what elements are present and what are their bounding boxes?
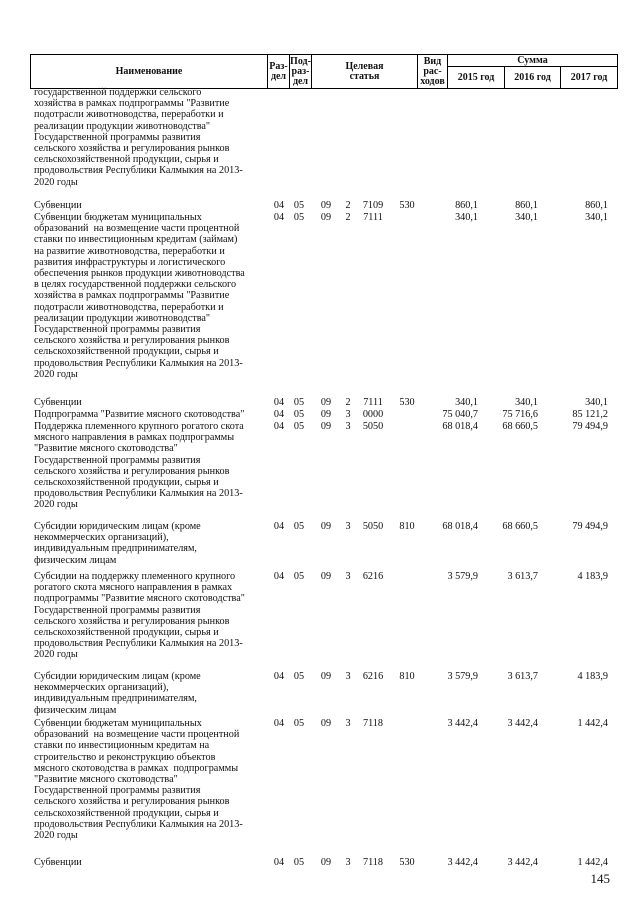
cell-target-1: 09 xyxy=(320,397,332,408)
header-razdel: Раз- дел xyxy=(268,55,290,89)
row-name: Субвенции xyxy=(34,397,82,408)
cell-sum-2015: 68 018,4 xyxy=(442,421,478,432)
cell-sum-2017: 79 494,9 xyxy=(572,521,608,532)
cell-sum-2015: 3 579,9 xyxy=(447,571,478,582)
header-vid-rashodov: Вид рас- ходов xyxy=(418,55,448,89)
cell-sum-2016: 3 442,4 xyxy=(507,718,538,729)
cell-podrazdel: 05 xyxy=(293,571,305,582)
cell-razdel: 04 xyxy=(273,212,285,223)
cell-target-3: 5050 xyxy=(362,421,384,432)
cell-podrazdel: 05 xyxy=(293,200,305,211)
row-name: Подпрограмма "Развитие мясного скотоводства" xyxy=(34,409,245,420)
cell-podrazdel: 05 xyxy=(293,212,305,223)
row-name: Субвенции бюджетам муниципальных образований на возмещение части процентной ставки по инвестиционным кредитам (займам) на развитие животноводства, переработки и развития инфраструктуры и логистического обеспечения рынков продукции животноводства в целях государственной поддержки сельского хозяйства в рамках подпрограммы "Развитие подотрасли животноводства, переработки и реализации продукции животноводства" Государственной программы развития сельского хозяйства и регулирования рынков сельскохозяйственной продукции, сырья и продовольствия Республики Калмыкия на 2013- 2020 годы xyxy=(34,212,245,380)
row-name: Субсидии юридическим лицам (кроме некоммерческих организаций), индивидуальным предпринимателям, физическим лицам xyxy=(34,671,201,716)
cell-sum-2017: 4 183,9 xyxy=(577,671,608,682)
row-name: Поддержка племенного крупного рогатого скота мясного направления в рамках подпрограммы "Развитие мясного скотоводства" Государственной программы развития сельского хозяйства и регулирования рынков сельскохозяйственной продукции, сырья и продовольствия Республики Калмыкия на 2013- 2020 годы xyxy=(34,421,244,511)
cell-target-3: 7111 xyxy=(363,397,383,408)
cell-target-1: 09 xyxy=(320,571,332,582)
cell-sum-2016: 75 716,6 xyxy=(502,409,538,420)
cell-target-2: 2 xyxy=(345,212,351,223)
cell-sum-2015: 3 442,4 xyxy=(447,718,478,729)
cell-target-3: 0000 xyxy=(362,409,384,420)
cell-target-1: 09 xyxy=(320,671,332,682)
cell-sum-2015: 860,1 xyxy=(455,200,478,211)
cell-target-2: 3 xyxy=(345,718,351,729)
cell-target-3: 7118 xyxy=(363,718,383,729)
cell-sum-2017: 1 442,4 xyxy=(577,857,608,868)
cell-podrazdel: 05 xyxy=(293,421,305,432)
cell-sum-2017: 340,1 xyxy=(585,397,608,408)
cell-sum-2017: 1 442,4 xyxy=(577,718,608,729)
cell-sum-2016: 340,1 xyxy=(515,397,538,408)
cell-sum-2015: 68 018,4 xyxy=(442,521,478,532)
cell-podrazdel: 05 xyxy=(293,718,305,729)
cell-sum-2015: 3 579,9 xyxy=(447,671,478,682)
header-celevaya-statya: Целевая статья xyxy=(312,55,418,89)
cell-target-1: 09 xyxy=(320,521,332,532)
cell-target-3: 6216 xyxy=(362,571,384,582)
cell-razdel: 04 xyxy=(273,421,285,432)
cell-target-1: 09 xyxy=(320,409,332,420)
header-year-2015: 2015 год xyxy=(448,67,505,89)
row-name: Субвенции xyxy=(34,857,82,868)
cell-target-2: 3 xyxy=(345,857,351,868)
cell-target-3: 7111 xyxy=(363,212,383,223)
row-name: Субвенции бюджетам муниципальных образований на возмещение части процентной ставки по инвестиционным кредитам на строительство и реконструкцию объектов мясного скотоводства в рамках подпрограммы "Развитие мясного скотоводства" Государственной программы развития сельского хозяйства и регулирования рынков сельскохозяйственной продукции, сырья и продовольствия Республики Калмыкия на 2013- 2020 годы xyxy=(34,718,243,842)
cell-target-1: 09 xyxy=(320,212,332,223)
header-name: Наименование xyxy=(31,55,268,89)
cell-sum-2016: 340,1 xyxy=(515,212,538,223)
cell-razdel: 04 xyxy=(273,571,285,582)
cell-podrazdel: 05 xyxy=(293,857,305,868)
cell-sum-2017: 4 183,9 xyxy=(577,571,608,582)
cell-podrazdel: 05 xyxy=(293,397,305,408)
cell-razdel: 04 xyxy=(273,397,285,408)
cell-podrazdel: 05 xyxy=(293,521,305,532)
cell-target-2: 2 xyxy=(345,397,351,408)
cell-sum-2016: 3 442,4 xyxy=(507,857,538,868)
cell-vid: 810 xyxy=(399,521,415,532)
cell-sum-2015: 3 442,4 xyxy=(447,857,478,868)
cell-sum-2017: 340,1 xyxy=(585,212,608,223)
cell-vid: 530 xyxy=(399,200,415,211)
cell-sum-2015: 340,1 xyxy=(455,212,478,223)
cell-target-3: 7118 xyxy=(363,857,383,868)
cell-target-2: 3 xyxy=(345,421,351,432)
cell-sum-2015: 75 040,7 xyxy=(442,409,478,420)
header-summa: Сумма xyxy=(448,55,618,67)
header-year-2017: 2017 год xyxy=(561,67,618,89)
cell-podrazdel: 05 xyxy=(293,409,305,420)
cell-sum-2017: 860,1 xyxy=(585,200,608,211)
cell-target-2: 3 xyxy=(345,409,351,420)
cell-vid: 530 xyxy=(399,397,415,408)
row-name: Субсидии на поддержку племенного крупного рогатого скота мясного направления в рамках подпрограммы "Развитие мясного скотоводства" Государственной программы развития сельского хозяйства и регулирования рынков сельскохозяйственной продукции, сырья и продовольствия Республики Калмыкия на 2013- 2020 годы xyxy=(34,571,245,661)
cell-razdel: 04 xyxy=(273,409,285,420)
cell-razdel: 04 xyxy=(273,200,285,211)
cell-sum-2017: 79 494,9 xyxy=(572,421,608,432)
cell-sum-2016: 860,1 xyxy=(515,200,538,211)
row-name: государственной поддержки сельского хозяйства в рамках подпрограммы "Развитие подотрасли животноводства, переработки и реализации продукции животноводства" Государственной программы развития сельского хозяйства и регулирования рынков сельскохозяйственной продукции, сырья и продовольствия Республики Калмыкия на 2013- 2020 годы xyxy=(34,87,243,188)
cell-target-3: 6216 xyxy=(362,671,384,682)
cell-target-1: 09 xyxy=(320,718,332,729)
cell-target-2: 3 xyxy=(345,671,351,682)
cell-razdel: 04 xyxy=(273,671,285,682)
row-name: Субсидии юридическим лицам (кроме некоммерческих организаций), индивидуальным предпринимателям, физическим лицам xyxy=(34,521,201,566)
cell-sum-2015: 340,1 xyxy=(455,397,478,408)
cell-razdel: 04 xyxy=(273,718,285,729)
cell-razdel: 04 xyxy=(273,857,285,868)
cell-podrazdel: 05 xyxy=(293,671,305,682)
cell-target-1: 09 xyxy=(320,421,332,432)
cell-sum-2016: 3 613,7 xyxy=(507,671,538,682)
cell-target-2: 3 xyxy=(345,571,351,582)
cell-target-2: 3 xyxy=(345,521,351,532)
cell-sum-2017: 85 121,2 xyxy=(572,409,608,420)
cell-target-2: 2 xyxy=(345,200,351,211)
cell-target-1: 09 xyxy=(320,200,332,211)
cell-target-3: 5050 xyxy=(362,521,384,532)
page-number: 145 xyxy=(590,871,610,886)
cell-sum-2016: 3 613,7 xyxy=(507,571,538,582)
cell-sum-2016: 68 660,5 xyxy=(502,421,538,432)
cell-vid: 530 xyxy=(399,857,415,868)
cell-target-3: 7109 xyxy=(362,200,384,211)
cell-vid: 810 xyxy=(399,671,415,682)
cell-razdel: 04 xyxy=(273,521,285,532)
row-name: Субвенции xyxy=(34,200,82,211)
header-podrazdel: Под- раз- дел xyxy=(290,55,311,87)
cell-target-1: 09 xyxy=(320,857,332,868)
header-year-2016: 2016 год xyxy=(505,67,561,89)
cell-sum-2016: 68 660,5 xyxy=(502,521,538,532)
